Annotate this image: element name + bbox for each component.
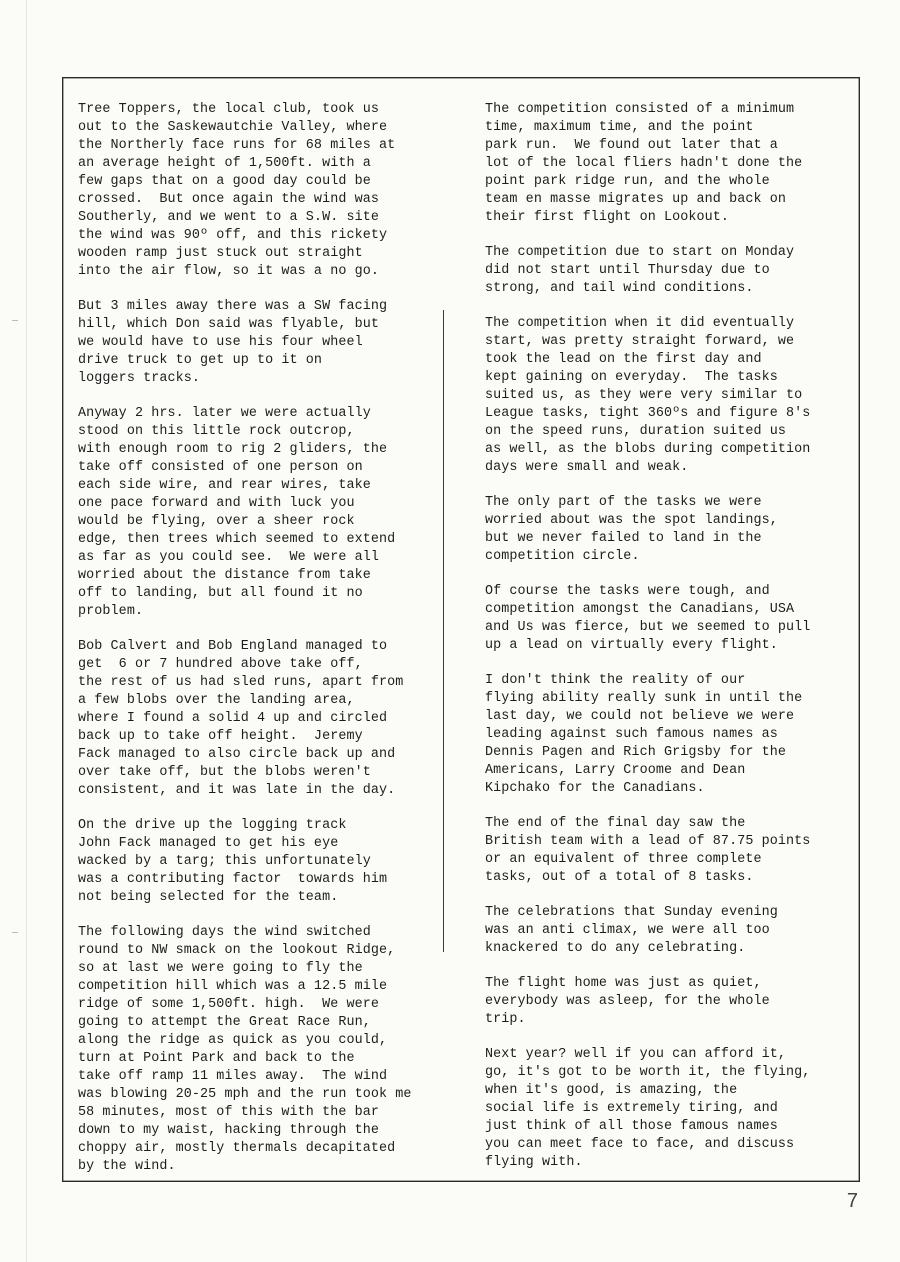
paragraph: The following days the wind switched round to NW smack on the lookout Ridge, so at last we were going to fly the competition hill which was a 12.5 mile ridge of some 1,500ft. high. We were going to attempt the Great Race Run, along the ridge as quick as you could, turn at Point Park and back to the take off ramp 11 miles away. The wind was blowing 20-25 mph and the run took me 58 minutes, most of this with the bar down to my waist, hacking through the choppy air, mostly thermals decapitated by the wind. [78, 925, 412, 1174]
page-number: 7 [846, 1190, 858, 1212]
left-column [78, 101, 440, 1176]
right-column [485, 101, 847, 1172]
paragraph: The celebrations that Sunday evening was an anti climax, we were all too knackered to do any celebrating. [485, 905, 778, 956]
paragraph: The end of the final day saw the British team with a lead of 87.75 points or an equivalent of three complete tasks, out of a total of 8 tasks. [485, 816, 811, 885]
paragraph: Bob Calvert and Bob England managed to get 6 or 7 hundred above take off, the rest of us had sled runs, apart from a few blobs over the landing area, where I found a solid 4 up and circled back up to take off height. Jeremy Fack managed to also circle back up and over take off, but the blobs weren't consistent, and it was late in the day. [78, 639, 404, 798]
paragraph: On the drive up the logging track John Fack managed to get his eye wacked by a targ; this unfortunately was a contributing factor towards him not being selected for the team. [78, 818, 388, 905]
paragraph: The only part of the tasks we were worried about was the spot landings, but we never failed to land in the competition circle. [485, 495, 778, 564]
paragraph: I don't think the reality of our flying ability really sunk in until the last day, we could not believe we were leading against such famous names as Dennis Pagen and Rich Grigsby for the Americans, Larry Croome and Dean Kipchako for the Canadians. [485, 673, 803, 796]
paragraph: Tree Toppers, the local club, took us out to the Saskewautchie Valley, where the Northerly face runs for 68 miles at an average height of 1,500ft. with a few gaps that on a good day could be crossed. But once again the wind was Southerly, and we went to a S.W. site the wind was 90º off, and this rickety wooden ramp just stuck out straight into the air flow, so it was a no go. [78, 102, 396, 279]
column-divider [443, 310, 444, 952]
paragraph: The competition due to start on Monday did not start until Thursday due to strong, and tail wind conditions. [485, 245, 795, 296]
paragraph: Next year? well if you can afford it, go, it's got to be worth it, the flying, when it's good, is amazing, the social life is extremely tiring, and just think of all those famous names you can meet face to face, and discuss flying with. [485, 1047, 811, 1170]
paragraph: The competition when it did eventually start, was pretty straight forward, we took the lead on the first day and kept gaining on everyday. The tasks suited us, as they were very similar to League tasks, tight 360ºs and figure 8's on the speed runs, duration suited us as well, as the blobs during competition days were small and weak. [485, 316, 811, 475]
paragraph: The flight home was just as quiet, everybody was asleep, for the whole trip. [485, 976, 770, 1027]
margin-tick-mark [12, 320, 18, 321]
margin-tick-mark [12, 932, 18, 933]
page-binding-edge [26, 0, 27, 1262]
paragraph: The competition consisted of a minimum time, maximum time, and the point park run. We found out later that a lot of the local fliers hadn't done the point park ridge run, and the whole team en masse migrates up and back on their first flight on Lookout. [485, 102, 803, 225]
paragraph: But 3 miles away there was a SW facing hill, which Don said was flyable, but we would have to use his four wheel drive truck to get up to it on loggers tracks. [78, 299, 388, 386]
paragraph: Anyway 2 hrs. later we were actually stood on this little rock outcrop, with enough room to rig 2 gliders, the take off consisted of one person on each side wire, and rear wires, take one pace forward and with luck you would be flying, over a sheer rock edge, then trees which seemed to extend as far as you could see. We were all worried about the distance from take off to landing, but all found it no problem. [78, 406, 396, 619]
paragraph: Of course the tasks were tough, and competition amongst the Canadians, USA and Us was fierce, but we seemed to pull up a lead on virtually every flight. [485, 584, 811, 653]
